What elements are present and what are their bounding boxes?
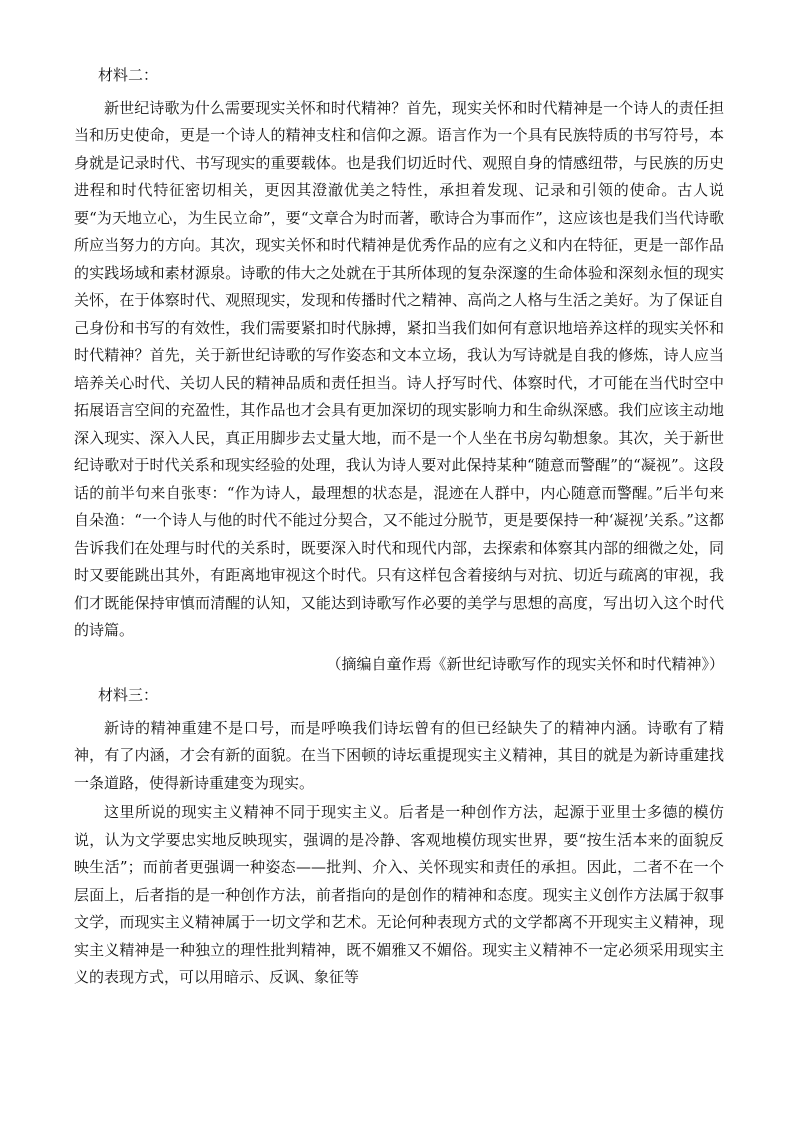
material-three-paragraph-2: 这里所说的现实主义精神不同于现实主义。后者是一种创作方法，起源于亚里士多德的模仿说，认为文学要忠实地反映现实，强调的是冷静、客观地模仿现实世界，要“按生活本来的面貌反映生活”；而前者更强调一种姿态——批判、介入、关怀现实和责任的承担。因此，二者不在一个层面上，后者指的是一种创作方法，前者指向的是创作的精神和态度。现实主义创作方法属于叙事文学，而现实主义精神属于一切文学和艺术。无论何种表现方式的文学都离不开现实主义精神，现实主义精神是一种独立的理性批判精神，既不媚雅又不媚俗。现实主义精神不一定必须采用现实主义的表现方式，可以用暗示、反讽、象征等 xyxy=(74,803,724,986)
document-page xyxy=(74,62,724,992)
material-two-label: 材料二： xyxy=(98,66,159,84)
material-two-source: （摘编自童作焉《新世纪诗歌写作的现实关怀和时代精神》） xyxy=(326,654,724,673)
material-three-paragraph-1: 新诗的精神重建不是口号，而是呼唤我们诗坛曾有的但已经缺失了的精神内涵。诗歌有了精神，有了内涵，才会有新的面貌。在当下困顿的诗坛重提现实主义精神，其目的就是为新诗重建找一条道路，使得新诗重建变为现实。 xyxy=(74,718,724,792)
material-three-label: 材料三： xyxy=(98,686,159,704)
material-two-paragraph: 新世纪诗歌为什么需要现实关怀和时代精神？首先，现实关怀和时代精神是一个诗人的责任担当和历史使命，更是一个诗人的精神支柱和信仰之源。语言作为一个具有民族特质的书写符号，本身就是记录时代、书写现实的重要载体。也是我们切近时代、观照自身的情感纽带，与民族的历史进程和时代特征密切相关，更因其澄澈优美之特性，承担着发现、记录和引领的使命。古人说要“为天地立心，为生民立命”，要“文章合为时而著，歌诗合为事而作”，这应该也是我们当代诗歌所应当努力的方向。其次，现实关怀和时代精神是优秀作品的应有之义和内在特征，更是一部作品的实践场域和素材源泉。诗歌的伟大之处就在于其所体现的复杂深邃的生命体验和深刻永恒的现实关怀，在于体察时代、观照现实，发现和传播时代之精神、高尚之人格与生活之美好。为了保证自己身份和书写的有效性，我们需要紧扣时代脉搏，紧扣当我们如何有意识地培养这样的现实关怀和时代精神？首先，关于新世纪诗歌的写作姿态和文本立场，我认为写诗就是自我的修炼，诗人应当培养关心时代、关切人民的精神品质和责任担当。诗人抒写时代、体察时代，才可能在当代时空中拓展语言空间的充盈性，其作品也才会具有更加深切的现实影响力和生命纵深感。我们应该主动地深入现实、深入人民，真正用脚步去丈量大地，而不是一个人坐在书房勾勒想象。其次，关于新世纪诗歌对于时代关系和现实经验的处理，我认为诗人要对此保持某种“随意而警醒”的“凝视”。这段话的前半句来自张枣：“作为诗人，最理想的状态是，混迹在人群中，内心随意而警醒。”后半句来自朵渔：“一个诗人与他的时代不能过分契合，又不能过分脱节，更是要保持一种‘凝视’关系。”这都告诉我们在处理与时代的关系时，既要深入时代和现代内部，去探索和体察其内部的细微之处，同时又要能跳出其外，有距离地审视这个时代。只有这样包含着接纳与对抗、切近与疏离的审视，我们才既能保持审慎而清醒的认知，又能达到诗歌写作必要的美学与思想的高度，写出切入这个时代的诗篇。 xyxy=(74,98,724,639)
